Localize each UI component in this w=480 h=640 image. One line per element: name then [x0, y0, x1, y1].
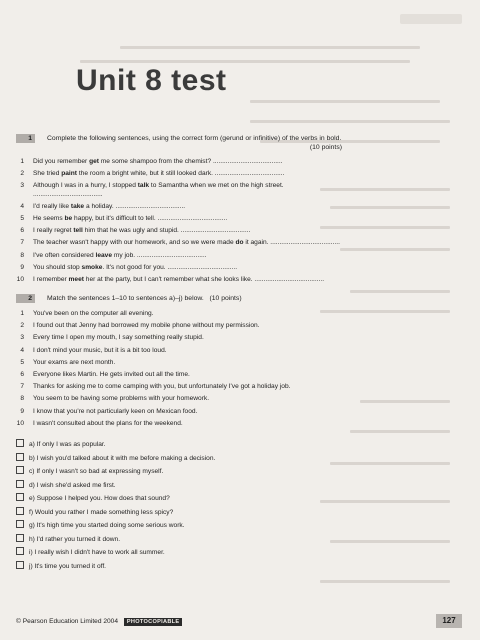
sentence-post: him that he was ugly and stupid. ......................................: [82, 227, 251, 235]
section-2-points: (10 points): [209, 295, 242, 302]
checkbox[interactable]: [16, 480, 24, 488]
sentence-pre: Although I was in a hurry, I stopped: [33, 182, 138, 190]
sentence-text: [33, 182, 346, 198]
match-sentence: [16, 320, 346, 332]
answer-option: [16, 546, 346, 560]
copyright: © Pearson Education Limited 2004: [16, 618, 118, 625]
sentence-number: 1: [20, 158, 24, 165]
sentence-text: You've been on the computer all evening.: [33, 310, 154, 317]
match-sentence: [16, 406, 346, 418]
ghost-line: [120, 46, 420, 49]
sentence-text: You seem to be having some problems with your homework.: [33, 395, 210, 403]
option-text: g) It's high time you started doing some serious work.: [29, 522, 185, 529]
answer-option: [16, 492, 346, 506]
match-sentence: [16, 418, 346, 430]
checkbox[interactable]: [16, 466, 24, 474]
sentence-pre: I've often considered: [33, 251, 96, 259]
match-sentence: [16, 345, 346, 357]
ghost-line: [330, 462, 450, 465]
sentence-number: 7: [20, 383, 24, 391]
ghost-line: [330, 206, 450, 209]
ghost-line: [250, 100, 440, 103]
bold-verb: paint: [61, 170, 77, 178]
sentence-number: 8: [20, 395, 24, 403]
option-text: i) I really wish I didn't have to work all summer.: [29, 549, 165, 556]
sentence-text: [33, 239, 346, 247]
sentence-number: 8: [20, 251, 24, 259]
match-sentence: [16, 369, 346, 381]
sentence-number: 2: [20, 322, 24, 330]
option-text: a) If only I was as popular.: [29, 441, 106, 448]
sentence-text: I know that you're not particularly keen on Mexican food.: [33, 407, 198, 415]
sentence-number: 9: [20, 407, 24, 415]
sentence-text: [33, 201, 346, 213]
sentence-item: [16, 213, 346, 225]
sentence-number: 5: [20, 214, 24, 222]
ghost-line: [250, 120, 450, 123]
footer: [16, 618, 182, 626]
sentence-text: I don't mind your music, but it is a bit too loud.: [33, 346, 167, 354]
sentence-text: [33, 250, 346, 262]
option-text: c) If only I wasn't so bad at expressing myself.: [29, 468, 164, 475]
sentence-post: . It's not good for you. ......................................: [102, 263, 238, 271]
answer-option: [16, 438, 346, 452]
section-1-instruction-text: Complete the following sentences, using the correct form (gerund or infinitive) of the verbs in bold.: [47, 135, 342, 142]
sentence-pre: I really regret: [33, 227, 74, 235]
checkbox[interactable]: [16, 507, 24, 515]
sentence-text: I wasn't consulted about the plans for the weekend.: [33, 419, 183, 427]
section-1-points: (10 points): [309, 144, 342, 151]
bold-verb: do: [235, 239, 244, 247]
match-sentence: [16, 357, 346, 369]
sentence-text: [33, 262, 346, 274]
option-text: e) Suppose I helped you. How does that sound?: [29, 495, 170, 502]
sentence-text: [33, 225, 346, 237]
sentence-post: the room a bright white, but it still looked dark. ......................................: [77, 170, 285, 178]
bold-verb: take: [70, 202, 85, 210]
sentence-post: my job. ......................................: [112, 251, 207, 259]
checkbox[interactable]: [16, 534, 24, 542]
section-2-number: 2: [16, 294, 35, 303]
ghost-line: [360, 400, 450, 403]
section-1-number: 1: [16, 134, 35, 143]
sentence-post: happy, but it's difficult to tell. ......................................: [72, 214, 228, 222]
section-1-instruction: [16, 134, 366, 152]
sentence-number: 4: [20, 202, 24, 210]
checkbox[interactable]: [16, 561, 24, 569]
sentence-pre: The teacher wasn't happy with our homework, and so we were made: [33, 239, 236, 247]
bold-verb: meet: [68, 275, 84, 283]
sentence-number: 3: [20, 334, 24, 342]
bold-verb: be: [64, 214, 73, 222]
sentence-number: 7: [20, 239, 24, 247]
sentence-number: 10: [16, 419, 24, 427]
section-2-options: [16, 438, 346, 573]
answer-option: [16, 452, 346, 466]
checkbox[interactable]: [16, 493, 24, 501]
sentence-text: Every time I open my mouth, I say something really stupid.: [33, 334, 204, 342]
sentence-number: 2: [20, 170, 24, 178]
sentence-text: Everyone likes Martin. He gets invited out all the time.: [33, 370, 190, 378]
sentence-post: it again. ......................................: [243, 239, 340, 247]
answer-option: [16, 519, 346, 533]
photocopiable-badge: PHOTOCOPIABLE: [124, 618, 183, 626]
match-sentence: [16, 393, 346, 405]
ghost-line: [350, 290, 450, 293]
sentence-item: [16, 250, 346, 262]
sentence-text: Thanks for asking me to come camping with you, but unfortunately I've got a holiday job.: [33, 383, 291, 391]
bold-verb: smoke: [81, 263, 103, 271]
sentence-item: [16, 274, 346, 286]
sentence-pre: She tried: [33, 170, 62, 178]
match-sentence: [16, 308, 346, 320]
ghost-line: [320, 580, 450, 583]
sentence-pre: He seems: [33, 214, 65, 222]
ghost-line: [80, 60, 410, 63]
answer-option: [16, 506, 346, 520]
option-text: b) I wish you'd talked about it with me before making a decision.: [29, 454, 216, 462]
ghost-line: [340, 248, 450, 251]
sentence-item: [16, 237, 346, 249]
bold-verb: talk: [137, 182, 150, 190]
sentence-number: 6: [20, 227, 24, 235]
checkbox[interactable]: [16, 439, 24, 447]
bold-verb: tell: [73, 227, 83, 235]
sentence-post: her at the party, but I can't remember what she looks like. ......................................: [83, 275, 325, 283]
option-text: d) I wish she'd asked me first.: [29, 481, 116, 489]
sentence-pre: I'd really like: [33, 202, 71, 210]
section-2-instruction: [16, 294, 366, 303]
sentence-pre: You should stop: [33, 263, 82, 271]
sentence-item: [16, 225, 346, 237]
ghost-line: [330, 540, 450, 543]
sentence-post: a holiday. ......................................: [84, 202, 186, 210]
sentence-item: [16, 262, 346, 274]
sentence-text: I found out that Jenny had borrowed my mobile phone without my permission.: [33, 322, 260, 330]
sentence-text: [33, 213, 346, 225]
sentence-text: [33, 168, 346, 180]
sentence-number: 9: [20, 263, 24, 271]
sentence-pre: Did you remember: [33, 158, 90, 165]
bold-verb: leave: [95, 251, 112, 259]
unit-title: Unit 8 test: [76, 64, 227, 97]
section-2-sentences: [16, 308, 346, 430]
answer-option: [16, 533, 346, 547]
sentence-post: me some shampoo from the chemist? ......................................: [98, 158, 283, 165]
sentence-pre: I remember: [33, 275, 69, 283]
ghost-line: [350, 430, 450, 433]
answer-option: [16, 465, 346, 479]
answer-option: [16, 560, 346, 574]
sentence-number: 3: [20, 182, 24, 190]
bold-verb: get: [89, 158, 99, 165]
section-2-instruction-text: Match the sentences 1–10 to sentences a)–j) below.: [47, 295, 204, 302]
sentence-number: 5: [20, 358, 24, 366]
sentence-text: [33, 156, 346, 168]
match-sentence: [16, 381, 346, 393]
page-number: 127: [436, 614, 462, 628]
option-text: j) It's time you turned it off.: [29, 562, 106, 570]
sentence-text: Your exams are next month.: [33, 358, 116, 366]
checkbox[interactable]: [16, 547, 24, 555]
sentence-post: to Samantha when we met on the high street. ......................................: [33, 182, 284, 198]
answer-option: [16, 479, 346, 493]
sentence-number: 10: [16, 275, 24, 283]
section-1-sentences: [16, 156, 346, 286]
match-sentence: [16, 332, 346, 344]
sentence-item: [16, 180, 346, 200]
sentence-number: 4: [20, 346, 24, 354]
option-text: h) I'd rather you turned it down.: [29, 535, 121, 543]
sentence-item: [16, 156, 346, 168]
sentence-text: [33, 276, 346, 284]
sentence-item: [16, 168, 346, 180]
sentence-number: 1: [20, 310, 24, 317]
sentence-item: [16, 201, 346, 213]
sentence-number: 6: [20, 370, 24, 378]
checkbox[interactable]: [16, 520, 24, 528]
ghost-header-tab: [400, 14, 462, 24]
option-text: f) Would you rather I made something less spicy?: [29, 508, 174, 516]
checkbox[interactable]: [16, 453, 24, 461]
